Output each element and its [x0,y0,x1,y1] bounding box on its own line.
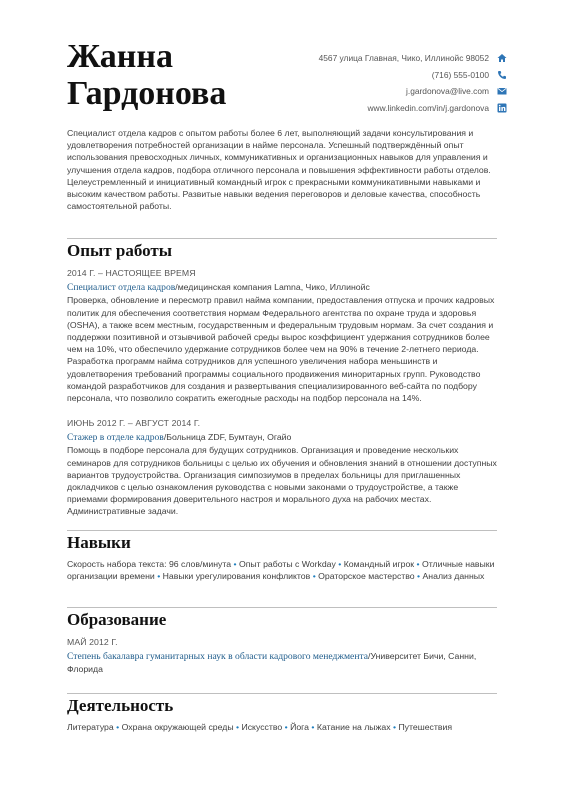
job-entry [67,417,497,518]
resume-header [67,0,497,118]
divider [67,693,497,694]
activity-item: Искусство [241,722,283,732]
job-role: Специалист отдела кадров [67,282,176,294]
job-description: Проверка, обновление и пересмотр правил найма компании, предоставления отпуска и прочих кадровых политик для обеспечения соответствия нормам Федерального агентства по охране труда и здоровья (OSHA), а также всем местным, государственным и федеральным трудовым нормам. За счет создания и поддержки позитивной и отзывчивой рабочей среды вырос коэффициент удержания сотрудников более чем на 10%, что обеспечило удержание сотрудников более чем на 90% в течение 2-летнего периода. Разработка программ найма сотрудников для успешного увеличения набора меньшинств и удовлетворения требований программы социального продвижения миноритарных групп. Руководство командой разработчиков для создания и развертывания специализированного веб-сайта по подбору персонала, что позволило сократить ежегодные расходы на подбор персонала на 14%. [67,295,495,404]
phone-text: (716) 555-0100 [431,69,489,80]
activity-item: Йога [290,722,309,732]
job-company: /Больница ZDF, Бумтаун, Огайо [163,432,292,443]
bullet-separator: • [116,722,120,732]
email-text[interactable]: j.gardonova@live.com [406,86,489,97]
skills-heading: Навыки [67,533,131,552]
phone-icon [497,70,507,80]
skill-item: Анализ данных [422,571,485,582]
bullet-separator: • [312,571,316,582]
bullet-separator: • [233,559,237,569]
bullet-separator: • [284,722,288,732]
degree-name: Степень бакалавра гуманитарных наук в области кадрового менеджмента [67,651,369,663]
envelope-icon [497,86,507,96]
job-title-line [67,431,497,444]
school-name: /Университет Бичи, Санни, Флорида [67,651,477,675]
activities-heading: Деятельность [67,696,174,715]
skill-item: Ораторское мастерство [318,571,415,582]
activity-item: Охрана окружающей среды [121,722,234,732]
education-entry [67,636,497,676]
experience-heading: Опыт работы [67,241,173,260]
first-name: Жанна [67,38,173,75]
bullet-separator: • [236,722,240,732]
divider [67,530,497,531]
linkedin-text[interactable]: www.linkedin.com/in/j.gardonova [367,102,489,113]
skill-item: Командный игрок [343,559,415,569]
skills-list [67,558,497,582]
education-date: МАЙ 2012 Г. [67,637,118,647]
contact-linkedin [319,100,507,117]
contact-phone [319,67,507,84]
last-name: Гардонова [67,75,227,112]
job-title-line [67,281,497,294]
address-text: 4567 улица Главная, Чико, Иллинойс 98052 [318,53,489,64]
divider [67,607,497,608]
skill-item: Скорость набора текста: 96 слов/минута [67,559,232,569]
bullet-separator: • [311,722,315,732]
activity-item: Литература [67,722,114,732]
degree-line [67,650,497,675]
skill-item: Навыки урегулирования конфликтов [162,571,311,582]
skill-item: Отличные навыки организации времени [67,559,495,582]
job-role: Стажер в отделе кадров [67,432,164,444]
contact-block [319,50,507,116]
job-description: Помощь в подборе персонала для будущих сотрудников. Организация и проведение нескольких семинаров для сотрудников больницы с целью их обучения и обновления знаний в отношении доступных вариантов трудоустройства. Организация симпозиумов в пределах больницы для приглашенных докладчиков с целью ознакомления руководства с новыми законами о трудоустройстве, а также приемами формирования доверительного настроя и морального духа на рабочих местах. Административные задачи. [67,445,497,517]
home-icon [497,53,507,63]
bullet-separator: • [416,559,420,569]
bullet-separator: • [417,571,421,582]
activity-item: Путешествия [398,722,453,732]
bullet-separator: • [392,722,397,732]
job-company: /медицинская компания Lamna, Чико, Иллинойс [175,282,370,293]
activities-list [67,721,497,733]
bullet-separator: • [338,559,342,569]
job-date: 2014 Г. – НАСТОЯЩЕЕ ВРЕМЯ [67,268,196,278]
divider [67,238,497,239]
activity-item: Катание на лыжах [316,722,391,732]
contact-address [319,50,507,67]
applicant-name [67,38,226,112]
skill-item: Опыт работы с Workday [238,559,336,569]
linkedin-icon [497,103,507,113]
bullet-separator: • [157,571,161,582]
job-date: ИЮНЬ 2012 Г. – АВГУСТ 2014 Г. [67,418,201,428]
job-entry [67,267,497,404]
contact-email [319,83,507,100]
education-heading: Образование [67,610,167,629]
summary-text: Специалист отдела кадров с опытом работы более 6 лет, выполняющий задачи консультирования и удовлетворения потребностей организации в найме персонала. Успешный подтверждённый опыт использования превосходных личных, коммуникативных и организационных навыков для управления и улучшения отдела кадров, подбора отличного персонала и повышения эффективности работы отделов. Целеустремленный и инициативный командный игрок с прекрасными коммуникативными навыками и высоким качеством работы. Развитые навыки ведения переговоров и деловые качества, способность самостоятельной работы. [67,128,491,212]
